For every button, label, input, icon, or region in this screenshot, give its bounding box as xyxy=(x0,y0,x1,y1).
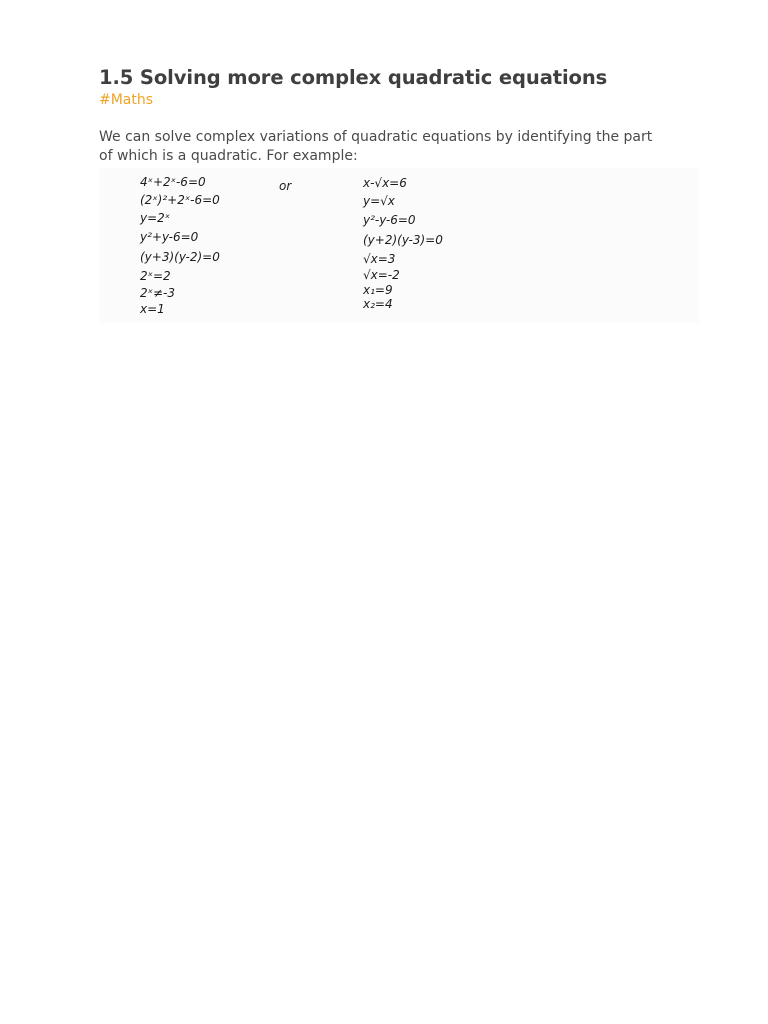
right-working-column xyxy=(362,176,443,311)
tag-link[interactable]: #Maths xyxy=(99,92,154,108)
right-line: (y+2)(y-3)=0 xyxy=(363,233,443,247)
left-line: 4ˣ+2ˣ-6=0 xyxy=(140,175,206,189)
right-line: √x=3 xyxy=(363,252,396,266)
handwritten-working xyxy=(99,168,699,323)
note-page xyxy=(99,66,699,166)
intro-paragraph: We can solve complex variations of quadratic equations by identifying the part of which is a quadratic. For example: xyxy=(99,129,653,164)
handwritten-working-image xyxy=(99,168,699,323)
right-line: x-√x=6 xyxy=(363,176,407,190)
right-line: y=√x xyxy=(363,194,395,208)
left-line: 2ˣ≠-3 xyxy=(140,286,175,300)
left-working-column xyxy=(139,175,220,316)
left-line: (y+3)(y-2)=0 xyxy=(140,250,220,264)
right-line: √x=-2 xyxy=(363,268,400,282)
page-title: 1.5 Solving more complex quadratic equations xyxy=(99,66,608,89)
left-line: (2ˣ)²+2ˣ-6=0 xyxy=(140,193,220,207)
or-separator: or xyxy=(279,179,292,193)
right-line: y²-y-6=0 xyxy=(363,213,416,227)
right-line: x₁=9 xyxy=(363,283,393,297)
left-line: y=2ˣ xyxy=(140,211,171,225)
right-line: x₂=4 xyxy=(363,297,393,311)
left-line: 2ˣ=2 xyxy=(140,269,171,283)
left-line: x=1 xyxy=(140,302,165,316)
left-line: y²+y-6=0 xyxy=(140,230,199,244)
